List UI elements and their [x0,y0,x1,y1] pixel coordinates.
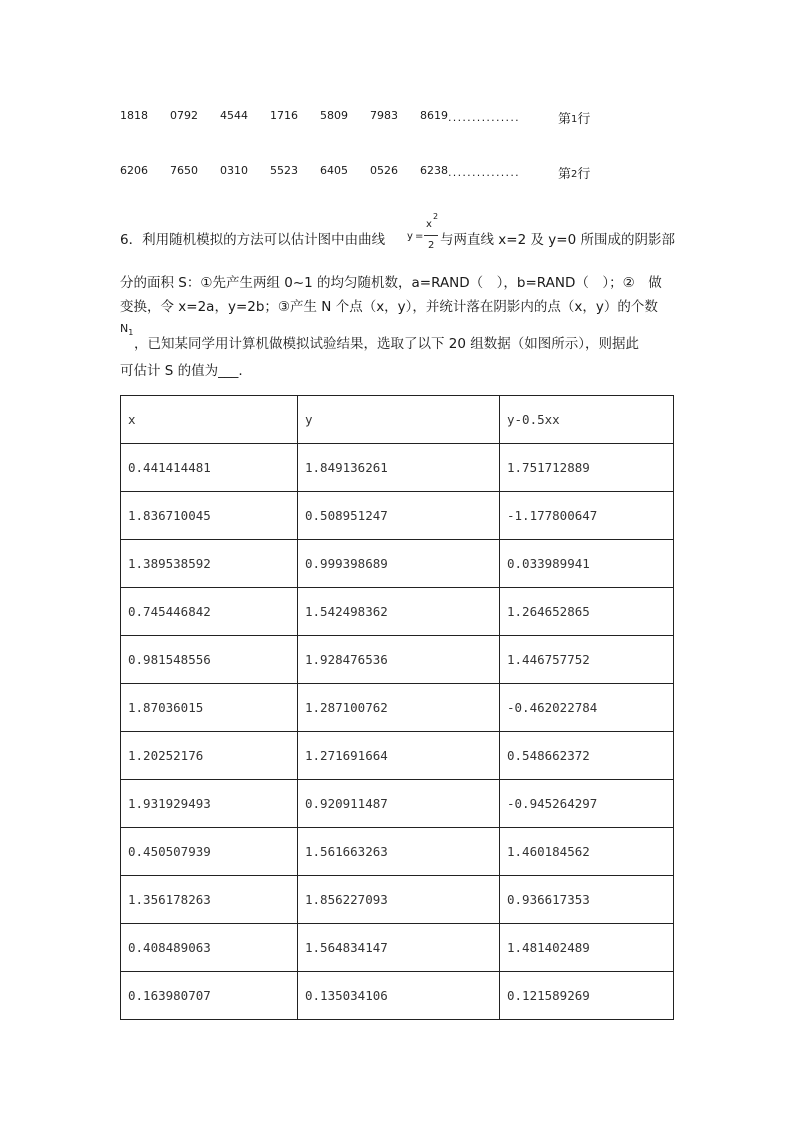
table-row [121,828,674,876]
random-number: 5523 [270,164,298,177]
table-cell: 1.287100762 [298,684,500,732]
table-row [121,588,674,636]
random-number: 6206 [120,164,148,177]
problem-text: 变换，令 x=2a，y=2b；③产生 N 个点（x，y），并统计落在阴影内的点（x，y）的个数 [120,299,658,315]
random-number: 7983 [370,109,398,122]
table-row [121,924,674,972]
row-label-prefix: 第 [558,167,572,182]
table-cell: 0.135034106 [298,972,500,1020]
random-number: 0792 [170,109,198,122]
random-number: 0526 [370,164,398,177]
random-number: 1818 [120,109,148,122]
table-cell: 0.408489063 [121,924,298,972]
table-header-cell: y-0.5xx [500,396,674,444]
table-cell: 1.836710045 [121,492,298,540]
row-label-suffix: 行 [577,167,591,182]
row-label-number: 2 [571,169,578,180]
table-cell: 0.745446842 [121,588,298,636]
table-cell: 0.936617353 [500,876,674,924]
table-cell: 0.033989941 [500,540,674,588]
table-cell: 1.389538592 [121,540,298,588]
table-row [121,684,674,732]
table-cell: 1.751712889 [500,444,674,492]
table-cell: -1.177800647 [500,492,674,540]
formula-exponent: 2 [433,212,439,221]
table-cell: 0.981548556 [121,636,298,684]
random-number: 6238 [420,164,448,177]
formula-numerator: x [426,219,432,230]
table-cell: 1.561663263 [298,828,500,876]
table-row [121,540,674,588]
random-number: 1716 [270,109,298,122]
table-cell: 1.481402489 [500,924,674,972]
formula-equals: = [415,231,424,242]
table-cell: 1.849136261 [298,444,500,492]
problem-line-5 [120,359,243,379]
problem-line-1 [120,228,385,248]
problem-line-1b [440,228,675,248]
n1-base: N [120,322,129,335]
table-cell: 0.999398689 [298,540,500,588]
problem-line-3 [120,295,658,315]
formula-y: y [407,231,413,242]
table-cell: 0.163980707 [121,972,298,1020]
table-cell: 1.928476536 [298,636,500,684]
table-header-row [121,396,674,444]
problem-text: 可估计 S 的值为___. [120,363,243,379]
table-cell: -0.945264297 [500,780,674,828]
table-cell: 1.87036015 [121,684,298,732]
random-number: 5809 [320,109,348,122]
table-row [121,972,674,1020]
problem-text: ，已知某同学用计算机做模拟试验结果，选取了以下 20 组数据（如图所示），则据此 [134,336,640,352]
formula-denominator: 2 [428,240,435,251]
row-label-suffix: 行 [577,112,591,127]
table-cell: -0.462022784 [500,684,674,732]
table-cell: 0.920911487 [298,780,500,828]
table-cell: 1.264652865 [500,588,674,636]
random-number: 6405 [320,164,348,177]
table-cell: 1.542498362 [298,588,500,636]
row-label [558,163,590,182]
problem-text: 6．利用随机模拟的方法可以估计图中由曲线 [120,232,386,248]
table-cell: 0.548662372 [500,732,674,780]
random-number: 8619 [420,109,448,122]
random-number: 4544 [220,109,248,122]
problem-text: 与两直线 x=2 及 y=0 所围成的阴影部 [440,232,675,248]
table-row [121,636,674,684]
table-row [121,876,674,924]
table-row [121,444,674,492]
table-cell: 0.121589269 [500,972,674,1020]
table-cell: 1.564834147 [298,924,500,972]
table-cell: 1.931929493 [121,780,298,828]
table-cell: 1.460184562 [500,828,674,876]
formula-fraction-bar [424,235,438,236]
row-label [558,108,590,127]
table-cell: 0.441414481 [121,444,298,492]
problem-line-2 [120,271,662,291]
row-label-prefix: 第 [558,112,572,127]
table-cell: 0.450507939 [121,828,298,876]
table-row [121,492,674,540]
table-row [121,732,674,780]
table-header-cell: y [298,396,500,444]
table-cell: 0.508951247 [298,492,500,540]
leader-dots: ............... [448,166,520,179]
simulation-data-table [120,395,674,1020]
table-cell: 1.356178263 [121,876,298,924]
n1-symbol [120,322,133,337]
table-cell: 1.856227093 [298,876,500,924]
table-cell: 1.20252176 [121,732,298,780]
problem-text: 分的面积 S：①先产生两组 0~1 的均匀随机数，a=RAND（ ），b=RAND（ ）；② 做 [120,275,662,291]
random-number: 7650 [170,164,198,177]
table-cell: 1.446757752 [500,636,674,684]
row-label-number: 1 [571,114,578,125]
table-cell: 1.271691664 [298,732,500,780]
leader-dots: ............... [448,111,520,124]
n1-subscript: 1 [128,328,134,338]
table-header-cell: x [121,396,298,444]
table-row [121,780,674,828]
random-number: 0310 [220,164,248,177]
